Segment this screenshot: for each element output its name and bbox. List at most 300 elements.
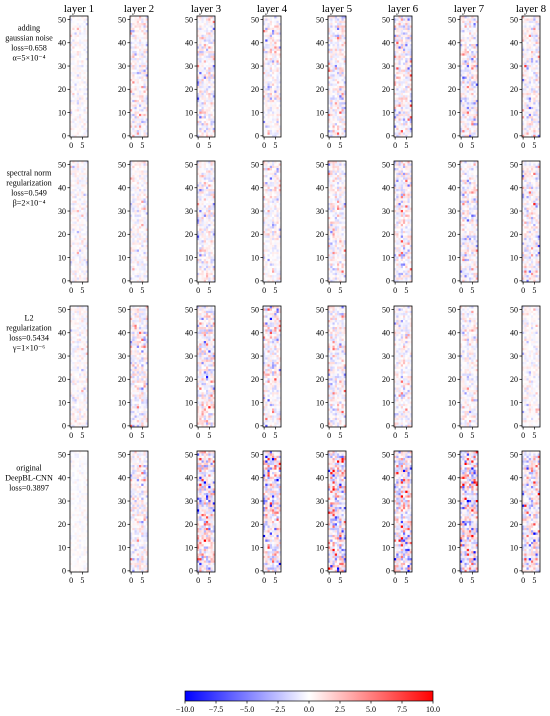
heatmap-cell: [408, 39, 410, 41]
heatmap-cell: [342, 18, 344, 20]
heatmap-cell: [77, 37, 79, 39]
heatmap-cell: [137, 273, 139, 275]
heatmap-cell: [211, 90, 213, 92]
heatmap-cell: [202, 256, 204, 258]
heatmap-cell: [141, 121, 143, 123]
panel-r1-l1: [58, 15, 88, 150]
heatmap-cell: [531, 35, 533, 37]
heatmap-cell: [72, 46, 74, 48]
heatmap-cell: [339, 132, 341, 134]
heatmap-cell: [137, 242, 139, 244]
y-tick-label: 20: [185, 85, 193, 95]
heatmap-cell: [396, 90, 398, 92]
heatmap-cell: [139, 90, 141, 92]
heatmap-cell: [337, 74, 339, 76]
y-tick-label: 30: [58, 206, 66, 216]
heatmap-cell: [272, 72, 274, 74]
heatmap-cell: [211, 86, 213, 88]
heatmap-cell: [333, 107, 335, 109]
heatmap-cell: [524, 72, 526, 74]
heatmap-cell: [132, 74, 134, 76]
heatmap-cell: [139, 222, 141, 224]
heatmap-cell: [72, 212, 74, 214]
heatmap-cell: [137, 259, 139, 261]
heatmap-cell: [274, 90, 276, 92]
heatmap-cell: [272, 88, 274, 90]
heatmap-cell: [337, 107, 339, 109]
heatmap-cell: [141, 114, 143, 116]
heatmap-cell: [199, 79, 201, 81]
heatmap-cell: [342, 30, 344, 32]
y-tick-label: 30: [185, 206, 193, 216]
heatmap-cell: [84, 173, 86, 175]
heatmap-cell: [206, 184, 208, 186]
heatmap-cell: [132, 56, 134, 58]
heatmap-cell: [524, 93, 526, 95]
y-tick-label: 10: [58, 108, 66, 118]
heatmap-cell: [274, 18, 276, 20]
heatmap-cell: [208, 235, 210, 237]
heatmap-cell: [75, 163, 77, 165]
heatmap-cell: [72, 189, 74, 191]
heatmap-cell: [533, 67, 535, 69]
heatmap-cell: [529, 18, 531, 20]
heatmap-cell: [208, 233, 210, 235]
heatmap-cell: [527, 74, 529, 76]
heatmap-cell: [270, 247, 272, 249]
heatmap-cell: [536, 25, 538, 27]
heatmap-cell: [399, 53, 401, 55]
heatmap-cell: [335, 77, 337, 79]
heatmap-cell: [337, 102, 339, 104]
heatmap-cell: [339, 49, 341, 51]
heatmap-cell: [531, 77, 533, 79]
heatmap-cell: [337, 44, 339, 46]
heatmap-cell: [79, 233, 81, 235]
heatmap-cell: [132, 252, 134, 254]
y-tick-label: 10: [185, 253, 193, 263]
heatmap-cell: [405, 37, 407, 39]
heatmap-cell: [72, 254, 74, 256]
heatmap-cell: [268, 90, 270, 92]
heatmap-cell: [132, 132, 134, 134]
heatmap-cell: [405, 97, 407, 99]
heatmap-cell: [408, 25, 410, 27]
heatmap-cell: [265, 111, 267, 113]
heatmap-cell: [144, 263, 146, 265]
heatmap-cell: [137, 128, 139, 130]
heatmap-cell: [527, 81, 529, 83]
heatmap-cell: [81, 125, 83, 127]
heatmap-cell: [401, 118, 403, 120]
heatmap-cell: [277, 93, 279, 95]
heatmap-cell: [469, 32, 471, 34]
heatmap-cell: [81, 210, 83, 212]
heatmap-cell: [469, 21, 471, 23]
heatmap-cell: [77, 205, 79, 207]
heatmap-cell: [135, 42, 137, 44]
heatmap-cell: [137, 44, 139, 46]
heatmap-cell: [84, 74, 86, 76]
heatmap-cell: [396, 109, 398, 111]
heatmap-cell: [268, 132, 270, 134]
heatmap-cell: [141, 273, 143, 275]
heatmap-cell: [206, 63, 208, 65]
heatmap-cell: [401, 28, 403, 30]
heatmap-cell: [462, 25, 464, 27]
y-tick-label: 10: [382, 108, 390, 118]
heatmap-cell: [79, 93, 81, 95]
heatmap-cell: [202, 240, 204, 242]
heatmap-cell: [277, 128, 279, 130]
heatmap-cell: [274, 254, 276, 256]
heatmap-cell: [465, 28, 467, 30]
heatmap-cell: [208, 177, 210, 179]
heatmap-cell: [141, 125, 143, 127]
heatmap-cell: [268, 18, 270, 20]
heatmap-cell: [132, 107, 134, 109]
heatmap-cell: [75, 168, 77, 170]
heatmap-cell: [79, 23, 81, 25]
heatmap-cell: [268, 65, 270, 67]
heatmap-cell: [204, 70, 206, 72]
heatmap-cell: [206, 196, 208, 198]
heatmap-cell: [527, 35, 529, 37]
heatmap-cell: [335, 88, 337, 90]
heatmap-cell: [403, 118, 405, 120]
heatmap-cell: [135, 21, 137, 23]
heatmap-cell: [81, 18, 83, 20]
heatmap-cell: [270, 235, 272, 237]
heatmap-cell: [527, 23, 529, 25]
heatmap-cell: [339, 18, 341, 20]
heatmap-cell: [75, 63, 77, 65]
heatmap-cell: [408, 46, 410, 48]
heatmap-cell: [342, 86, 344, 88]
heatmap-cell: [469, 93, 471, 95]
heatmap-cell: [524, 67, 526, 69]
heatmap-cell: [135, 219, 137, 221]
heatmap-cell: [84, 277, 86, 279]
heatmap-cell: [144, 53, 146, 55]
heatmap-cell: [206, 268, 208, 270]
y-tick-label: 40: [510, 38, 518, 48]
heatmap-cell: [141, 245, 143, 247]
heatmap-cell: [330, 51, 332, 53]
heatmap-cell: [268, 72, 270, 74]
heatmap-cell: [72, 259, 74, 261]
heatmap-cell: [72, 95, 74, 97]
heatmap-cell: [337, 28, 339, 30]
heatmap-cell: [199, 166, 201, 168]
heatmap-cell: [333, 28, 335, 30]
heatmap-cell: [274, 56, 276, 58]
heatmap-cell: [396, 49, 398, 51]
heatmap-cell: [268, 226, 270, 228]
heatmap-cell: [139, 46, 141, 48]
heatmap-cell: [137, 180, 139, 182]
heatmap-cell: [265, 97, 267, 99]
heatmap-cell: [135, 86, 137, 88]
heatmap-cell: [75, 203, 77, 205]
heatmap-cell: [208, 254, 210, 256]
heatmap-cell: [206, 100, 208, 102]
heatmap-cell: [81, 254, 83, 256]
heatmap-cell: [144, 83, 146, 85]
heatmap-cell: [268, 247, 270, 249]
heatmap-cell: [277, 100, 279, 102]
heatmap-cell: [330, 35, 332, 37]
heatmap-cell: [139, 254, 141, 256]
heatmap-cell: [396, 95, 398, 97]
heatmap-cell: [206, 125, 208, 127]
heatmap-cell: [208, 56, 210, 58]
heatmap-cell: [144, 77, 146, 79]
heatmap-cell: [469, 44, 471, 46]
heatmap-cell: [339, 63, 341, 65]
heatmap-cell: [527, 109, 529, 111]
heatmap-cell: [141, 175, 143, 177]
heatmap-cell: [474, 30, 476, 32]
heatmap-cell: [533, 102, 535, 104]
heatmap-cell: [84, 212, 86, 214]
heatmap-cell: [81, 67, 83, 69]
heatmap-cell: [405, 109, 407, 111]
heatmap-cell: [396, 21, 398, 23]
heatmap-cell: [141, 77, 143, 79]
heatmap-cell: [79, 184, 81, 186]
row-label-2-line-2: regularization: [6, 178, 52, 188]
heatmap-cell: [141, 63, 143, 65]
heatmap-cell: [408, 49, 410, 51]
heatmap-cell: [208, 67, 210, 69]
heatmap-cell: [208, 100, 210, 102]
heatmap-cell: [268, 32, 270, 34]
x-tick-label: 5: [338, 141, 343, 150]
heatmap-cell: [144, 93, 146, 95]
heatmap-cell: [211, 67, 213, 69]
heatmap-cell: [339, 67, 341, 69]
heatmap-cell: [211, 121, 213, 123]
heatmap-cell: [144, 97, 146, 99]
heatmap-cell: [84, 180, 86, 182]
heatmap-cell: [132, 79, 134, 81]
heatmap-cell: [81, 177, 83, 179]
heatmap-cell: [132, 182, 134, 184]
heatmap-cell: [399, 116, 401, 118]
heatmap-cell: [333, 132, 335, 134]
heatmap-cell: [274, 70, 276, 72]
heatmap-cell: [533, 37, 535, 39]
heatmap-cell: [342, 88, 344, 90]
heatmap-cell: [79, 79, 81, 81]
heatmap-cell: [265, 23, 267, 25]
heatmap-cell: [84, 184, 86, 186]
heatmap-cell: [206, 226, 208, 228]
y-tick-label: 20: [58, 85, 66, 95]
heatmap-cell: [208, 125, 210, 127]
heatmap-cell: [529, 79, 531, 81]
heatmap-cell: [268, 238, 270, 240]
heatmap-cell: [211, 102, 213, 104]
heatmap-cell: [333, 39, 335, 41]
heatmap-cell: [141, 39, 143, 41]
heatmap-cell: [462, 63, 464, 65]
heatmap-cell: [527, 44, 529, 46]
heatmap-cell: [405, 83, 407, 85]
heatmap-cell: [132, 198, 134, 200]
heatmap-cell: [81, 275, 83, 277]
heatmap-cell: [208, 37, 210, 39]
heatmap-cell: [135, 275, 137, 277]
heatmap-cell: [135, 208, 137, 210]
heatmap-cell: [137, 125, 139, 127]
heatmap-cell: [465, 77, 467, 79]
heatmap-cell: [533, 74, 535, 76]
heatmap-cell: [77, 166, 79, 168]
heatmap-cell: [199, 173, 201, 175]
heatmap-cell: [465, 90, 467, 92]
heatmap-cell: [277, 270, 279, 272]
heatmap-cell: [469, 53, 471, 55]
heatmap-cell: [132, 63, 134, 65]
heatmap-cell: [206, 177, 208, 179]
heatmap-cell: [272, 49, 274, 51]
heatmap-cell: [408, 53, 410, 55]
heatmap-cell: [462, 46, 464, 48]
heatmap-cell: [268, 93, 270, 95]
heatmap-cell: [199, 196, 201, 198]
y-tick-label: 40: [251, 38, 259, 48]
heatmap-cell: [211, 118, 213, 120]
heatmap-cell: [529, 107, 531, 109]
heatmap-cell: [79, 270, 81, 272]
heatmap-cell: [337, 23, 339, 25]
heatmap-cell: [274, 67, 276, 69]
heatmap-cell: [72, 118, 74, 120]
heatmap-cell: [268, 56, 270, 58]
heatmap-cell: [84, 166, 86, 168]
heatmap-cell: [536, 97, 538, 99]
heatmap-cell: [408, 88, 410, 90]
heatmap-cell: [467, 25, 469, 27]
heatmap-cell: [144, 173, 146, 175]
heatmap-cell: [333, 109, 335, 111]
heatmap-cell: [467, 90, 469, 92]
heatmap-cell: [141, 130, 143, 132]
heatmap-cell: [467, 109, 469, 111]
heatmap-cell: [141, 35, 143, 37]
heatmap-cell: [141, 65, 143, 67]
heatmap-cell: [84, 93, 86, 95]
heatmap-cell: [524, 107, 526, 109]
heatmap-cell: [141, 111, 143, 113]
heatmap-cell: [467, 67, 469, 69]
heatmap-cell: [465, 83, 467, 85]
heatmap-cell: [333, 32, 335, 34]
heatmap-cell: [465, 111, 467, 113]
heatmap-cell: [465, 30, 467, 32]
heatmap-cell: [199, 226, 201, 228]
heatmap-cell: [72, 275, 74, 277]
heatmap-cell: [144, 247, 146, 249]
heatmap-cell: [531, 18, 533, 20]
heatmap-cell: [144, 187, 146, 189]
heatmap-cell: [79, 166, 81, 168]
x-tick-label: 0: [69, 141, 74, 150]
heatmap-cell: [265, 86, 267, 88]
heatmap-cell: [268, 235, 270, 237]
heatmap-cell: [199, 83, 201, 85]
heatmap-cell: [135, 226, 137, 228]
heatmap-cell: [144, 163, 146, 165]
x-tick-label: 0: [393, 141, 398, 150]
heatmap-cell: [72, 268, 74, 270]
heatmap-cell: [265, 128, 267, 130]
x-tick-label: 5: [140, 286, 145, 295]
heatmap-cell: [333, 93, 335, 95]
heatmap-cell: [408, 116, 410, 118]
heatmap-cell: [462, 121, 464, 123]
heatmap-cell: [81, 194, 83, 196]
heatmap-cell: [408, 104, 410, 106]
heatmap-cell: [529, 51, 531, 53]
heatmap-cell: [536, 46, 538, 48]
y-tick-label: 20: [58, 230, 66, 240]
heatmap-cell: [403, 21, 405, 23]
heatmap-cell: [81, 217, 83, 219]
heatmap-cell: [81, 219, 83, 221]
heatmap-cell: [81, 196, 83, 198]
heatmap-cell: [531, 88, 533, 90]
heatmap-cell: [81, 114, 83, 116]
heatmap-cell: [399, 70, 401, 72]
heatmap-cell: [270, 277, 272, 279]
heatmap-cell: [211, 256, 213, 258]
heatmap-cell: [403, 132, 405, 134]
heatmap-cell: [211, 215, 213, 217]
heatmap-cell: [79, 49, 81, 51]
y-tick-label: 50: [58, 160, 66, 170]
heatmap-cell: [199, 109, 201, 111]
layer-title-3: layer 3: [190, 3, 222, 15]
heatmap-cell: [342, 109, 344, 111]
heatmap-cell: [533, 23, 535, 25]
heatmap-cell: [465, 132, 467, 134]
heatmap-cell: [274, 53, 276, 55]
heatmap-cell: [399, 86, 401, 88]
heatmap-cell: [132, 58, 134, 60]
heatmap-cell: [79, 177, 81, 179]
heatmap-cell: [204, 268, 206, 270]
heatmap-cell: [330, 111, 332, 113]
heatmap-cell: [202, 252, 204, 254]
heatmap-cell: [72, 104, 74, 106]
heatmap-cell: [401, 100, 403, 102]
heatmap-cell: [206, 224, 208, 226]
heatmap-cell: [75, 182, 77, 184]
heatmap-cell: [84, 249, 86, 251]
heatmap-cell: [72, 245, 74, 247]
heatmap-cell: [206, 266, 208, 268]
heatmap-cell: [144, 128, 146, 130]
heatmap-cell: [533, 114, 535, 116]
heatmap-cell: [135, 268, 137, 270]
heatmap-cell: [467, 123, 469, 125]
heatmap-cell: [81, 128, 83, 130]
heatmap-cell: [208, 247, 210, 249]
heatmap-cell: [211, 23, 213, 25]
